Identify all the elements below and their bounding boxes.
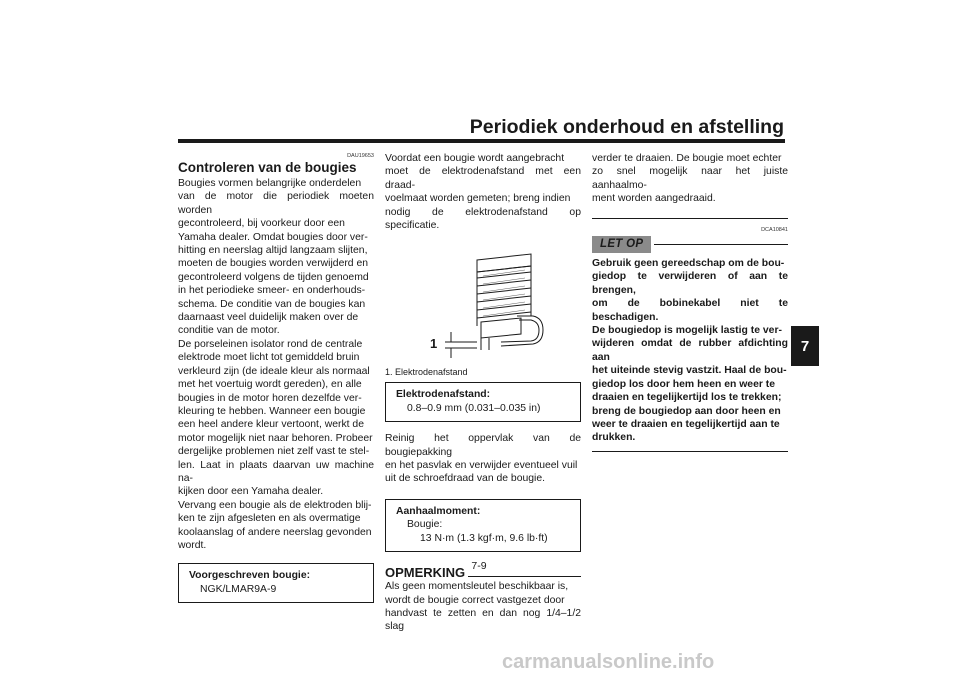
text-line: nodig de elektrodenafstand op specificatie. (385, 206, 581, 232)
text-line: conditie van de motor. (178, 325, 280, 337)
paragraph (178, 499, 374, 553)
page-header-title: Periodiek onderhoud en afstelling (469, 116, 784, 138)
figure-callout-1: 1 (430, 336, 438, 352)
text-line: moeten de bougies worden verwijderd en (178, 258, 369, 270)
column-1 (178, 152, 374, 603)
note-rule (468, 576, 581, 577)
text-line: giedop te verwijderen of aan te brengen, (592, 271, 788, 296)
text-line: Reinig het oppervlak van de bougiepakking (385, 433, 581, 458)
text-line: wordt. (178, 539, 207, 551)
text-line: koolaanslag of andere neerslag gevonden (178, 526, 372, 538)
text-line: De porseleinen isolator rond de centrale (178, 338, 363, 350)
header-rule (178, 139, 785, 143)
text-line: van de motor die periodiek moeten worden (178, 191, 374, 216)
section-code: DAU19653 (347, 153, 374, 159)
text-line: Gebruik geen gereedschap om de bou- (592, 258, 785, 270)
text-line: Vervang een bougie als de elektroden blij- (178, 499, 372, 511)
text-line: zo snel mogelijk naar het juiste aanhaalmo- (592, 166, 788, 191)
text-line: uit de schroefdraad van de bougie. (385, 473, 546, 485)
text-line: drukken. (592, 432, 636, 444)
text-line: om de bobinekabel niet te beschadigen. (592, 298, 788, 323)
electrode-gap-spec-box (385, 382, 581, 422)
spec-value: NGK/LMAR9A-9 (200, 583, 277, 595)
watermark: carmanualsonline.info (502, 651, 715, 673)
text-line: ment worden aangedraaid. (592, 193, 716, 205)
text-line: elektrode moet licht tot gemiddeld bruin (178, 352, 360, 364)
spec-value: 0.8–0.9 mm (0.031–0.035 in) (407, 402, 541, 414)
text-line: met het voertuig wordt gereden), en alle (178, 379, 362, 391)
text-line: een heel andere kleur vertoont, werkt de (178, 419, 364, 431)
text-line: ken te zijn afgesleten en als overmatige (178, 513, 361, 525)
spec-value: 13 N·m (1.3 kgf·m, 9.6 lb·ft) (420, 532, 548, 544)
spark-plug-spec-box (178, 563, 374, 603)
paragraph (385, 152, 581, 232)
caution-rule (654, 244, 788, 245)
text-line: moet de elektrodenafstand met een draad- (385, 166, 581, 191)
caution-header (592, 236, 788, 253)
caution-rule-top (592, 218, 788, 219)
text-line: weer te draaien en tegelijkertijd aan te (592, 418, 780, 430)
text-line: hitting en neerslag altijd langzaam slijten, (178, 245, 368, 257)
figure-caption: 1. Elektrodenafstand (385, 367, 468, 378)
spec-title: Voorgeschreven bougie: (189, 570, 311, 582)
spec-title: Elektrodenafstand: (396, 389, 491, 401)
paragraph (385, 432, 581, 486)
caution-text (592, 257, 788, 445)
text-line: voelmaat worden gemeten; breng indien (385, 193, 571, 205)
text-line: en het pasvlak en verwijder eventueel vuil (385, 460, 578, 472)
torque-spec-box (385, 499, 581, 552)
spark-plug-gap-figure (385, 242, 581, 362)
note-label: OPMERKING (385, 565, 466, 581)
text-line: giedop los door hem heen en weer te (592, 378, 776, 390)
spark-plug-illustration (385, 242, 581, 362)
paragraph (178, 338, 374, 499)
chapter-tab: 7 (791, 326, 819, 366)
text-line: dergelijke problemen niet zelf vast te stel- (178, 446, 370, 458)
caution-rule-bottom (592, 451, 788, 452)
text-line: wordt de bougie correct vastgezet door (385, 594, 565, 606)
text-line: wijderen omdat de rubber afdichting aan (592, 338, 788, 363)
text-line: Bougies vormen belangrijke onderdelen (178, 178, 362, 189)
text-line: verder te draaien. De bougie moet echter (592, 153, 782, 164)
spec-item: Bougie: (407, 519, 443, 531)
text-line: gecontroleerd volgens de tijden genoemd (178, 271, 369, 283)
text-line: motor mogelijk niet naar behoren. Probeer (178, 432, 373, 444)
text-line: daarnaast veel duidelijk maken over de (178, 312, 359, 324)
paragraph (592, 152, 788, 206)
section-title: Controleren van de bougies (178, 160, 357, 175)
spec-title: Aanhaalmoment: (396, 505, 481, 517)
text-line: Voordat een bougie wordt aangebracht (385, 153, 565, 164)
text-line: handvast te zetten en dan nog 1/4–1/2 slag (385, 607, 581, 633)
text-line: bougies in de motor horen dezelfde ver- (178, 392, 362, 404)
text-line: verkleurd zijn (de ideale kleur als normaal (178, 365, 370, 377)
text-line: len. Laat in plaats daarvan uw machine na- (178, 459, 374, 484)
paragraph (178, 177, 374, 338)
text-line: Yamaha dealer. Omdat bougies door ver- (178, 231, 368, 243)
text-line: in het periodieke smeer- en onderhouds- (178, 285, 366, 297)
text-line: kleuring te hebben. Wanneer een bougie (178, 405, 366, 417)
text-line: gecontroleerd, bij voorkeur door een (178, 218, 345, 230)
text-line: het uiteinde stevig vastzit. Haal de bou- (592, 365, 787, 377)
note-header (385, 565, 581, 580)
text-line: draaien en tegelijkertijd los te trekken; (592, 392, 782, 404)
text-line: schema. De conditie van de bougies kan (178, 298, 366, 310)
column-2 (385, 152, 581, 634)
column-3 (592, 152, 788, 452)
text-line: breng de bougiedop aan door heen en (592, 405, 781, 417)
text-line: kijken door een Yamaha dealer. (178, 486, 324, 498)
text-line: De bougiedop is mogelijk lastig te ver- (592, 325, 782, 337)
page-number: 7-9 (471, 560, 487, 572)
caution-code: DCA10841 (761, 226, 788, 233)
note-text (385, 580, 581, 634)
caution-badge: LET OP (592, 236, 651, 253)
text-line: Als geen momentsleutel beschikbaar is, (385, 581, 569, 593)
